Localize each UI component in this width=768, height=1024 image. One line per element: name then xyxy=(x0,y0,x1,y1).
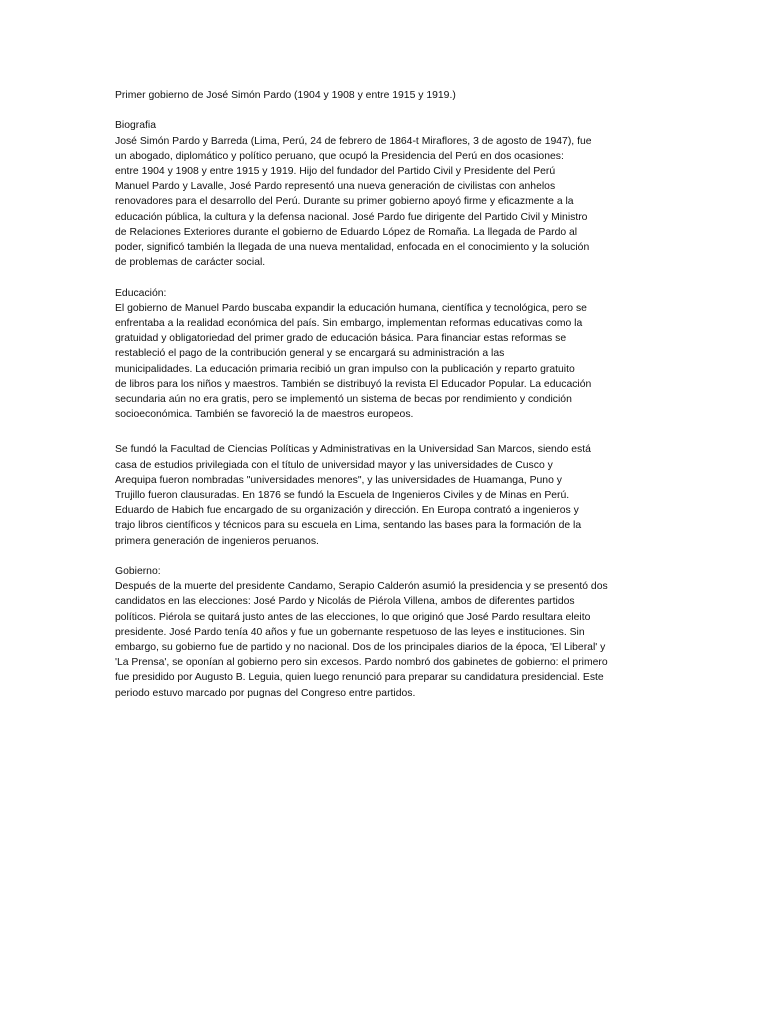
paragraph-line: periodo estuvo marcado por pugnas del Congreso entre partidos. xyxy=(115,687,416,699)
section-heading-gobierno: Gobierno: xyxy=(115,566,161,578)
section-facultad xyxy=(115,442,660,548)
paragraph-line: Manuel Pardo y Lavalle, José Pardo representó una nueva generación de civilistas con anhelos xyxy=(115,181,556,193)
section-heading-biografia: Biografia xyxy=(115,120,157,132)
paragraph-line: fue presidido por Augusto B. Leguia, quien luego renunció para preparar su candidatura presidencial. Este xyxy=(115,672,604,684)
spacer xyxy=(115,270,660,285)
paragraph-line: presidente. José Pardo tenía 40 años y fue un gobernante respetuoso de las leyes e instituciones. Sin xyxy=(115,626,585,638)
paragraph-line: Se fundó la Facultad de Ciencias Políticas y Administrativas en la Universidad San Marcos, siendo está xyxy=(115,444,591,456)
paragraph-line: políticos. Piérola se quitará justo antes de las elecciones, lo que originó que José Pardo resultara eleito xyxy=(115,611,591,623)
paragraph-line: municipalidades. La educación primaria recibió un gran impulso con la publicación y reparto gratuito xyxy=(115,363,575,375)
section-gobierno xyxy=(115,564,660,701)
paragraph-line: de libros para los niños y maestros. También se distribuyó la revista El Educador Popular. La educación xyxy=(115,378,592,390)
paragraph-facultad xyxy=(115,442,660,548)
paragraph-line: embargo, su gobierno fue de partido y no nacional. Dos de los principales diarios de la época, 'El Liberal' y xyxy=(115,642,606,654)
paragraph-line: educación pública, la cultura y la defensa nacional. José Pardo fue dirigente del Partido Civil y Ministro xyxy=(115,211,588,223)
paragraph-line: El gobierno de Manuel Pardo buscaba expandir la educación humana, científica y tecnológica, pero se xyxy=(115,302,587,314)
paragraph-line: un abogado, diplomático y político peruano, que ocupó la Presidencia del Perú en dos ocasiones: xyxy=(115,150,564,162)
paragraph-line: gratuidad y obligatoriedad del primer grado de educación básica. Para financiar estas reformas se xyxy=(115,333,567,345)
paragraph-line: trajo libros científicos y técnicos para su escuela en Lima, sentando las bases para la formación de la xyxy=(115,520,582,532)
spacer xyxy=(115,422,660,442)
paragraph-line: de Relaciones Exteriores durante el gobierno de Eduardo López de Romaña. La llegada de Pardo al xyxy=(115,226,578,238)
document-title: Primer gobierno de José Simón Pardo (1904 y 1908 y entre 1915 y 1919.) xyxy=(115,90,456,101)
paragraph-line: José Simón Pardo y Barreda (Lima, Perú, 24 de febrero de 1864-t Miraflores, 3 de agosto de 1947), fue xyxy=(115,135,592,147)
paragraph-line: de problemas de carácter social. xyxy=(115,257,266,269)
paragraph-line: restableció el pago de la contribución general y se encargará su administración a las xyxy=(115,348,505,360)
paragraph-line: candidatos en las elecciones: José Pardo y Nicolás de Piérola Villena, ambos de diferentes partidos xyxy=(115,596,575,608)
paragraph-gobierno xyxy=(115,579,660,701)
paragraph-educacion xyxy=(115,301,660,423)
document-body xyxy=(115,88,660,701)
paragraph-line: Arequipa fueron nombradas "universidades menores", y las universidades de Huamanga, Puno y xyxy=(115,474,562,486)
section-heading-educacion: Educación: xyxy=(115,287,167,299)
paragraph-line: secundaria aún no era gratis, pero se implementó un sistema de becas por rendimiento y condición xyxy=(115,394,572,406)
section-educacion xyxy=(115,286,660,423)
spacer xyxy=(115,549,660,564)
paragraph-line: Después de la muerte del presidente Candamo, Serapio Calderón asumió la presidencia y se presentó dos xyxy=(115,581,608,593)
paragraph-line: poder, significó también la llegada de una nueva mentalidad, enfocada en el conocimiento y la solución xyxy=(115,242,590,254)
paragraph-line: primera generación de ingenieros peruanos. xyxy=(115,535,319,547)
paragraph-line: entre 1904 y 1908 y entre 1915 y 1919. Hijo del fundador del Partido Civil y Presidente del Perú xyxy=(115,166,556,177)
paragraph-line: socioeconómica. También se favoreció la de maestros europeos. xyxy=(115,409,414,421)
paragraph-line: Trujillo fueron clausuradas. En 1876 se fundó la Escuela de Ingenieros Civiles y de Minas en Perú. xyxy=(115,490,570,502)
paragraph-biografia xyxy=(115,134,660,271)
spacer xyxy=(115,103,660,118)
paragraph-line: renovadores para el desarrollo del Perú. Durante su primer gobierno apoyó firme y eficazmente a la xyxy=(115,196,574,208)
paragraph-line: Eduardo de Habich fue encargado de su organización y dirección. En Europa contrató a ingenieros y xyxy=(115,505,579,517)
paragraph-line: 'La Prensa', se oponían al gobierno pero sin excesos. Pardo nombró dos gabinetes de gobierno: el primero xyxy=(115,657,608,669)
section-biografia xyxy=(115,118,660,270)
paragraph-line: enfrentaba a la realidad económica del país. Sin embargo, implementan reformas educativas como la xyxy=(115,318,583,330)
paragraph-line: casa de estudios privilegiada con el título de universidad mayor y las universidades de Cusco y xyxy=(115,459,553,471)
